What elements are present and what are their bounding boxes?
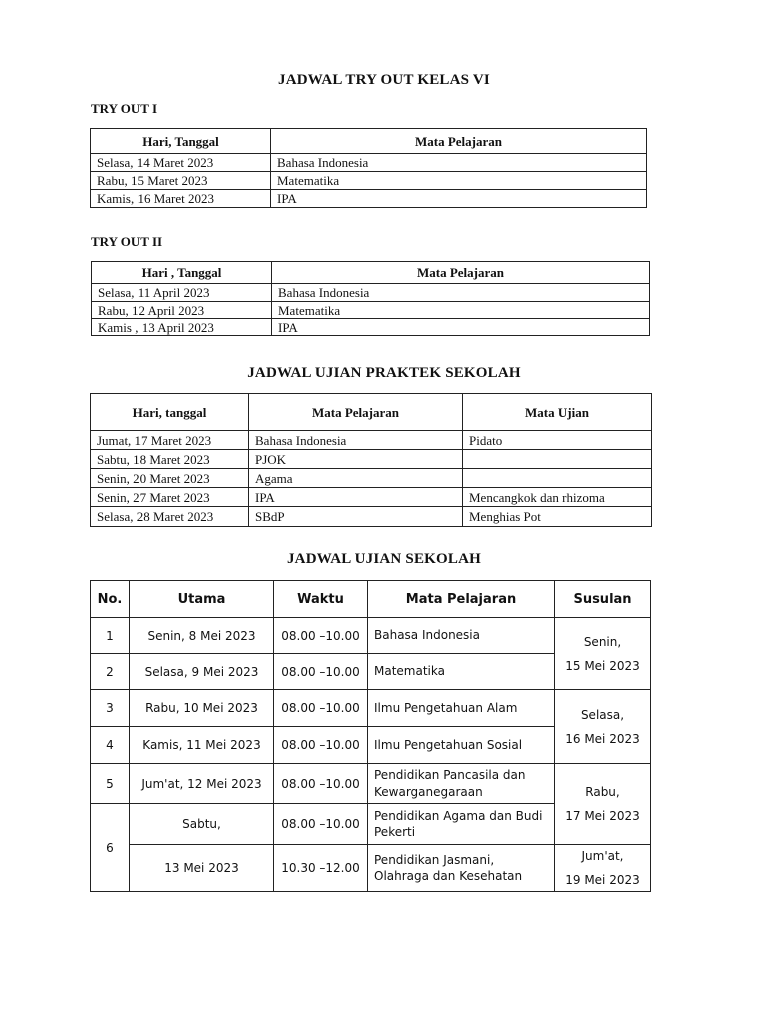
cell-susulan	[555, 845, 651, 892]
cell-mapel: Pendidikan Pancasila dan Kewarganegaraan	[368, 764, 555, 804]
cell-susulan	[555, 618, 651, 690]
table-header-row	[91, 129, 647, 154]
cell-subject: Bahasa Indonesia	[249, 431, 463, 450]
col-header-susulan: Susulan	[555, 581, 651, 618]
cell-date: Jumat, 17 Maret 2023	[91, 431, 249, 450]
cell-mapel: Bahasa Indonesia	[368, 618, 555, 654]
cell-waktu: 08.00 –10.00	[274, 727, 368, 764]
cell-no: 5	[91, 764, 130, 804]
cell-utama: Rabu, 10 Mei 2023	[130, 690, 274, 727]
cell-no: 6	[91, 804, 130, 892]
praktek-title: JADWAL UJIAN PRAKTEK SEKOLAH	[247, 365, 521, 381]
tryout1-table	[90, 128, 647, 208]
page-title: JADWAL TRY OUT KELAS VI	[278, 72, 490, 88]
cell-susulan	[555, 690, 651, 764]
cell-subject: SBdP	[249, 507, 463, 527]
col-header-waktu: Waktu	[274, 581, 368, 618]
cell-subject: IPA	[249, 488, 463, 507]
cell-waktu: 08.00 –10.00	[274, 764, 368, 804]
cell-exam: Menghias Pot	[463, 507, 652, 527]
table-row	[91, 764, 651, 804]
col-header-mapel: Mata Pelajaran	[368, 581, 555, 618]
cell-date: Senin, 20 Maret 2023	[91, 469, 249, 488]
col-header-mapel: Mata Pelajaran	[272, 262, 650, 284]
cell-no: 2	[91, 654, 130, 690]
cell-no: 3	[91, 690, 130, 727]
cell-date: Rabu, 15 Maret 2023	[91, 172, 271, 190]
table-header-row	[92, 262, 650, 284]
tryout2-table	[91, 261, 650, 336]
col-header-utama: Utama	[130, 581, 274, 618]
cell-utama: Kamis, 11 Mei 2023	[130, 727, 274, 764]
cell-subject: IPA	[272, 319, 650, 336]
table-row	[91, 431, 652, 450]
tryout1-label: TRY OUT I	[91, 101, 158, 116]
susulan-date: 15 Mei 2023	[565, 658, 640, 673]
cell-mapel: Pendidikan Jasmani, Olahraga dan Kesehatan	[368, 845, 555, 892]
cell-date: Selasa, 14 Maret 2023	[91, 154, 271, 172]
table-row	[91, 690, 651, 727]
susulan-day: Jum'at,	[581, 849, 624, 863]
table-row	[91, 618, 651, 654]
cell-subject: IPA	[271, 190, 647, 208]
col-header-ujian: Mata Ujian	[463, 394, 652, 431]
table-row	[91, 488, 652, 507]
cell-date: Kamis , 13 April 2023	[92, 319, 272, 336]
susulan-date: 16 Mei 2023	[565, 731, 640, 746]
col-header-hari: Hari, Tanggal	[91, 129, 271, 154]
cell-no: 1	[91, 618, 130, 654]
cell-utama: Sabtu,	[130, 804, 274, 845]
col-header-mapel: Mata Pelajaran	[271, 129, 647, 154]
col-header-mapel: Mata Pelajaran	[249, 394, 463, 431]
cell-subject: Matematika	[272, 302, 650, 319]
cell-exam	[463, 450, 652, 469]
cell-mapel: Matematika	[368, 654, 555, 690]
susulan-date: 17 Mei 2023	[565, 809, 640, 823]
cell-subject: Bahasa Indonesia	[272, 284, 650, 302]
cell-utama: 13 Mei 2023	[130, 845, 274, 892]
cell-subject: Matematika	[271, 172, 647, 190]
table-row	[91, 154, 647, 172]
cell-date: Selasa, 11 April 2023	[92, 284, 272, 302]
cell-mapel: Ilmu Pengetahuan Alam	[368, 690, 555, 727]
cell-exam: Pidato	[463, 431, 652, 450]
table-row	[92, 302, 650, 319]
ujian-table	[90, 580, 651, 892]
cell-exam: Mencangkok dan rhizoma	[463, 488, 652, 507]
table-row	[91, 507, 652, 527]
cell-subject: Agama	[249, 469, 463, 488]
susulan-date: 19 Mei 2023	[565, 873, 640, 887]
table-row	[91, 469, 652, 488]
table-row	[91, 190, 647, 208]
table-row	[91, 172, 647, 190]
table-row	[92, 284, 650, 302]
cell-utama: Jum'at, 12 Mei 2023	[130, 764, 274, 804]
susulan-day: Selasa,	[580, 707, 625, 722]
cell-waktu: 08.00 –10.00	[274, 690, 368, 727]
cell-subject: Bahasa Indonesia	[271, 154, 647, 172]
table-row	[92, 319, 650, 336]
col-header-no: No.	[91, 581, 130, 618]
cell-waktu: 08.00 –10.00	[274, 804, 368, 845]
cell-date: Sabtu, 18 Maret 2023	[91, 450, 249, 469]
cell-mapel: Pendidikan Agama dan Budi Pekerti	[368, 804, 555, 845]
cell-exam	[463, 469, 652, 488]
susulan-day: Rabu,	[585, 785, 620, 799]
table-header-row	[91, 394, 652, 431]
cell-utama: Senin, 8 Mei 2023	[130, 618, 274, 654]
cell-waktu: 10.30 –12.00	[274, 845, 368, 892]
praktek-table	[90, 393, 652, 527]
cell-no: 4	[91, 727, 130, 764]
table-row	[91, 450, 652, 469]
cell-subject: PJOK	[249, 450, 463, 469]
cell-mapel: Ilmu Pengetahuan Sosial	[368, 727, 555, 764]
table-header-row	[91, 581, 651, 618]
cell-date: Senin, 27 Maret 2023	[91, 488, 249, 507]
col-header-hari: Hari, tanggal	[91, 394, 249, 431]
table-row	[91, 845, 651, 892]
cell-susulan	[555, 764, 651, 845]
tryout2-label: TRY OUT II	[91, 234, 163, 249]
cell-date: Kamis, 16 Maret 2023	[91, 190, 271, 208]
col-header-hari: Hari , Tanggal	[92, 262, 272, 284]
cell-waktu: 08.00 –10.00	[274, 654, 368, 690]
cell-date: Selasa, 28 Maret 2023	[91, 507, 249, 527]
ujian-title: JADWAL UJIAN SEKOLAH	[286, 551, 482, 567]
cell-utama: Selasa, 9 Mei 2023	[130, 654, 274, 690]
cell-date: Rabu, 12 April 2023	[92, 302, 272, 319]
cell-waktu: 08.00 –10.00	[274, 618, 368, 654]
susulan-day: Senin,	[583, 634, 622, 649]
